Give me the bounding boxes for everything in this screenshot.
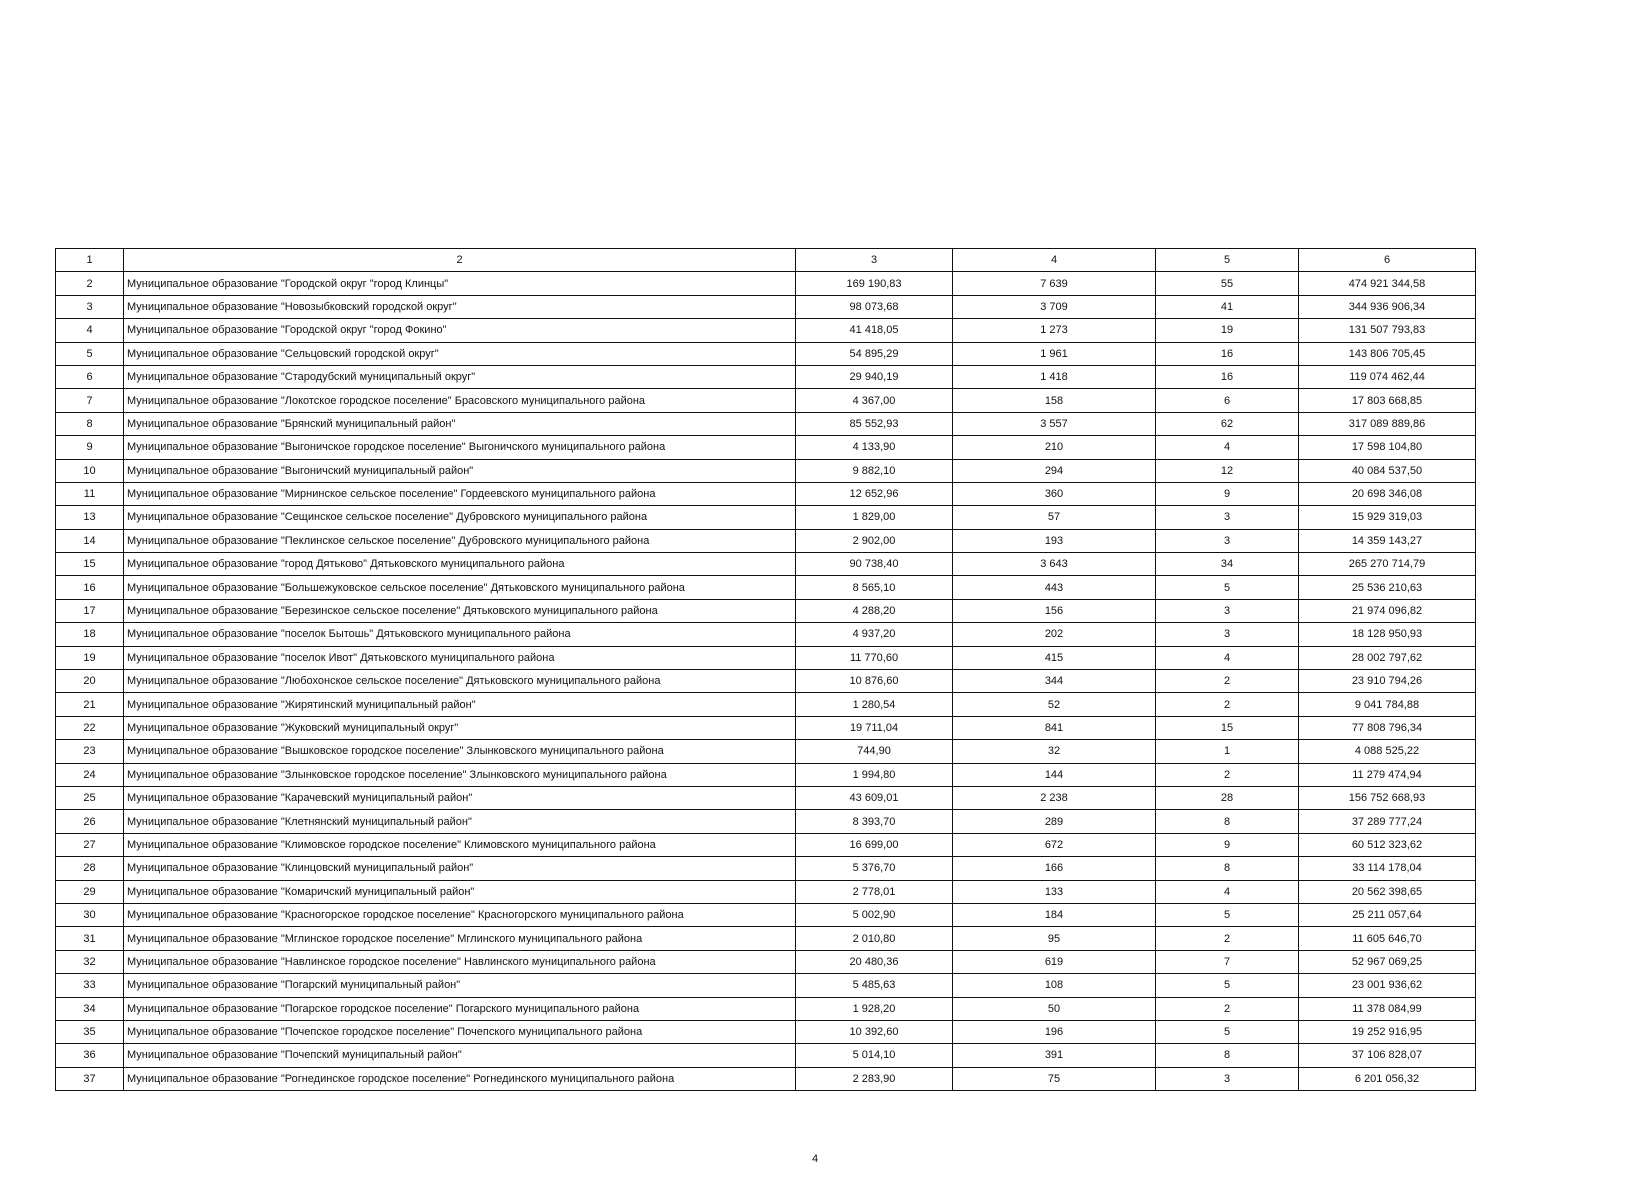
value-col3-cell: 43 609,01 (796, 786, 953, 809)
row-number-cell: 32 (56, 950, 124, 973)
row-number-cell: 18 (56, 623, 124, 646)
amount-col6-cell: 28 002 797,62 (1299, 646, 1476, 669)
column-number-cell: 6 (1299, 249, 1476, 272)
value-col3-cell: 8 565,10 (796, 576, 953, 599)
value-col4-cell: 3 709 (953, 295, 1156, 318)
table-row (56, 693, 1476, 716)
value-col5-cell: 12 (1156, 459, 1299, 482)
table-row (56, 529, 1476, 552)
table-row (56, 810, 1476, 833)
table-row (56, 436, 1476, 459)
value-col4-cell: 57 (953, 506, 1156, 529)
value-col3-cell: 98 073,68 (796, 295, 953, 318)
table-row (56, 412, 1476, 435)
value-col5-cell: 3 (1156, 1067, 1299, 1090)
value-col4-cell: 50 (953, 997, 1156, 1020)
amount-col6-cell: 11 279 474,94 (1299, 763, 1476, 786)
value-col4-cell: 619 (953, 950, 1156, 973)
municipality-name-cell: Муниципальное образование "поселок Ивот" Дятьковского муниципального района (124, 646, 796, 669)
row-number-cell: 2 (56, 272, 124, 295)
row-number-cell: 31 (56, 927, 124, 950)
table-row (56, 880, 1476, 903)
value-col3-cell: 19 711,04 (796, 716, 953, 739)
value-col3-cell: 1 829,00 (796, 506, 953, 529)
value-col4-cell: 1 418 (953, 365, 1156, 388)
value-col4-cell: 196 (953, 1020, 1156, 1043)
municipality-name-cell: Муниципальное образование "Почепский муниципальный район" (124, 1044, 796, 1067)
row-number-cell: 36 (56, 1044, 124, 1067)
row-number-cell: 8 (56, 412, 124, 435)
value-col3-cell: 5 002,90 (796, 903, 953, 926)
row-number-cell: 14 (56, 529, 124, 552)
value-col3-cell: 29 940,19 (796, 365, 953, 388)
amount-col6-cell: 17 598 104,80 (1299, 436, 1476, 459)
amount-col6-cell: 21 974 096,82 (1299, 599, 1476, 622)
data-table-container (55, 248, 1476, 1091)
table-row (56, 950, 1476, 973)
amount-col6-cell: 23 910 794,26 (1299, 670, 1476, 693)
row-number-cell: 29 (56, 880, 124, 903)
row-number-cell: 24 (56, 763, 124, 786)
municipality-name-cell: Муниципальное образование "Сельцовский городской округ" (124, 342, 796, 365)
amount-col6-cell: 25 536 210,63 (1299, 576, 1476, 599)
table-row (56, 272, 1476, 295)
value-col4-cell: 672 (953, 833, 1156, 856)
value-col4-cell: 1 273 (953, 319, 1156, 342)
row-number-cell: 22 (56, 716, 124, 739)
value-col5-cell: 9 (1156, 482, 1299, 505)
value-col4-cell: 202 (953, 623, 1156, 646)
value-col4-cell: 7 639 (953, 272, 1156, 295)
municipality-name-cell: Муниципальное образование "Городской округ "город Фокино" (124, 319, 796, 342)
value-col4-cell: 32 (953, 740, 1156, 763)
value-col3-cell: 5 014,10 (796, 1044, 953, 1067)
municipality-name-cell: Муниципальное образование "Навлинское городское поселение" Навлинского муниципального района (124, 950, 796, 973)
municipality-name-cell: Муниципальное образование "Березинское сельское поселение" Дятьковского муниципального района (124, 599, 796, 622)
value-col3-cell: 11 770,60 (796, 646, 953, 669)
table-row (56, 716, 1476, 739)
row-number-cell: 6 (56, 365, 124, 388)
value-col5-cell: 8 (1156, 810, 1299, 833)
amount-col6-cell: 60 512 323,62 (1299, 833, 1476, 856)
row-number-cell: 11 (56, 482, 124, 505)
value-col3-cell: 10 392,60 (796, 1020, 953, 1043)
table-row (56, 319, 1476, 342)
municipality-name-cell: Муниципальное образование "Любохонское сельское поселение" Дятьковского муниципального района (124, 670, 796, 693)
table-row (56, 1044, 1476, 1067)
municipality-name-cell: Муниципальное образование "Мглинское городское поселение" Мглинского муниципального района (124, 927, 796, 950)
value-col3-cell: 2 010,80 (796, 927, 953, 950)
row-number-cell: 5 (56, 342, 124, 365)
table-row (56, 623, 1476, 646)
value-col3-cell: 54 895,29 (796, 342, 953, 365)
value-col4-cell: 415 (953, 646, 1156, 669)
value-col5-cell: 2 (1156, 997, 1299, 1020)
row-number-cell: 4 (56, 319, 124, 342)
amount-col6-cell: 265 270 714,79 (1299, 553, 1476, 576)
municipality-name-cell: Муниципальное образование "Пеклинское сельское поселение" Дубровского муниципального района (124, 529, 796, 552)
amount-col6-cell: 9 041 784,88 (1299, 693, 1476, 716)
amount-col6-cell: 33 114 178,04 (1299, 857, 1476, 880)
municipality-name-cell: Муниципальное образование "Клинцовский муниципальный район" (124, 857, 796, 880)
table-row (56, 997, 1476, 1020)
row-number-cell: 21 (56, 693, 124, 716)
municipality-name-cell: Муниципальное образование "Почепское городское поселение" Почепского муниципального района (124, 1020, 796, 1043)
table-row (56, 342, 1476, 365)
municipality-name-cell: Муниципальное образование "Вышковское городское поселение" Злынковского муниципального района (124, 740, 796, 763)
amount-col6-cell: 11 378 084,99 (1299, 997, 1476, 1020)
row-number-cell: 30 (56, 903, 124, 926)
row-number-cell: 25 (56, 786, 124, 809)
row-number-cell: 13 (56, 506, 124, 529)
value-col4-cell: 156 (953, 599, 1156, 622)
table-row (56, 389, 1476, 412)
amount-col6-cell: 40 084 537,50 (1299, 459, 1476, 482)
value-col3-cell: 10 876,60 (796, 670, 953, 693)
amount-col6-cell: 344 936 906,34 (1299, 295, 1476, 318)
value-col4-cell: 3 557 (953, 412, 1156, 435)
row-number-cell: 20 (56, 670, 124, 693)
amount-col6-cell: 17 803 668,85 (1299, 389, 1476, 412)
value-col5-cell: 19 (1156, 319, 1299, 342)
table-row (56, 459, 1476, 482)
municipality-name-cell: Муниципальное образование "Рогнединское городское поселение" Рогнединского муниципального района (124, 1067, 796, 1090)
value-col4-cell: 294 (953, 459, 1156, 482)
municipality-name-cell: Муниципальное образование "Комаричский муниципальный район" (124, 880, 796, 903)
value-col3-cell: 1 994,80 (796, 763, 953, 786)
value-col4-cell: 158 (953, 389, 1156, 412)
value-col4-cell: 52 (953, 693, 1156, 716)
value-col3-cell: 2 778,01 (796, 880, 953, 903)
value-col4-cell: 841 (953, 716, 1156, 739)
municipality-name-cell: Муниципальное образование "Стародубский муниципальный округ" (124, 365, 796, 388)
municipality-name-cell: Муниципальное образование "Клетнянский муниципальный район" (124, 810, 796, 833)
value-col5-cell: 5 (1156, 1020, 1299, 1043)
value-col5-cell: 2 (1156, 670, 1299, 693)
value-col4-cell: 360 (953, 482, 1156, 505)
column-number-cell: 3 (796, 249, 953, 272)
amount-col6-cell: 131 507 793,83 (1299, 319, 1476, 342)
municipality-name-cell: Муниципальное образование "Погарский муниципальный район" (124, 974, 796, 997)
value-col3-cell: 4 937,20 (796, 623, 953, 646)
table-row (56, 763, 1476, 786)
value-col3-cell: 12 652,96 (796, 482, 953, 505)
table-row (56, 927, 1476, 950)
amount-col6-cell: 4 088 525,22 (1299, 740, 1476, 763)
table-row (56, 646, 1476, 669)
amount-col6-cell: 119 074 462,44 (1299, 365, 1476, 388)
value-col5-cell: 3 (1156, 506, 1299, 529)
value-col3-cell: 4 288,20 (796, 599, 953, 622)
table-row (56, 740, 1476, 763)
value-col5-cell: 6 (1156, 389, 1299, 412)
municipal-data-table (55, 248, 1476, 1091)
row-number-cell: 3 (56, 295, 124, 318)
value-col3-cell: 8 393,70 (796, 810, 953, 833)
value-col3-cell: 5 485,63 (796, 974, 953, 997)
table-row (56, 786, 1476, 809)
value-col5-cell: 4 (1156, 646, 1299, 669)
amount-col6-cell: 23 001 936,62 (1299, 974, 1476, 997)
amount-col6-cell: 52 967 069,25 (1299, 950, 1476, 973)
table-row (56, 857, 1476, 880)
table-row (56, 553, 1476, 576)
value-col5-cell: 2 (1156, 927, 1299, 950)
value-col4-cell: 193 (953, 529, 1156, 552)
value-col5-cell: 55 (1156, 272, 1299, 295)
table-row (56, 295, 1476, 318)
amount-col6-cell: 474 921 344,58 (1299, 272, 1476, 295)
value-col5-cell: 3 (1156, 599, 1299, 622)
row-number-cell: 37 (56, 1067, 124, 1090)
municipality-name-cell: Муниципальное образование "Погарское городское поселение" Погарского муниципального района (124, 997, 796, 1020)
amount-col6-cell: 25 211 057,64 (1299, 903, 1476, 926)
municipality-name-cell: Муниципальное образование "Мирнинское сельское поселение" Гордеевского муниципального района (124, 482, 796, 505)
value-col4-cell: 443 (953, 576, 1156, 599)
value-col5-cell: 3 (1156, 529, 1299, 552)
value-col4-cell: 3 643 (953, 553, 1156, 576)
value-col3-cell: 4 133,90 (796, 436, 953, 459)
row-number-cell: 17 (56, 599, 124, 622)
row-number-cell: 34 (56, 997, 124, 1020)
municipality-name-cell: Муниципальное образование "Большежуковское сельское поселение" Дятьковского муниципального района (124, 576, 796, 599)
amount-col6-cell: 14 359 143,27 (1299, 529, 1476, 552)
municipality-name-cell: Муниципальное образование "Городской округ "город Клинцы" (124, 272, 796, 295)
table-row (56, 1020, 1476, 1043)
value-col5-cell: 34 (1156, 553, 1299, 576)
value-col5-cell: 1 (1156, 740, 1299, 763)
table-row (56, 599, 1476, 622)
value-col5-cell: 9 (1156, 833, 1299, 856)
table-row (56, 365, 1476, 388)
value-col3-cell: 41 418,05 (796, 319, 953, 342)
row-number-cell: 33 (56, 974, 124, 997)
municipality-name-cell: Муниципальное образование "Выгоничский муниципальный район" (124, 459, 796, 482)
municipality-name-cell: Муниципальное образование "Красногорское городское поселение" Красногорского муниципального района (124, 903, 796, 926)
row-number-cell: 10 (56, 459, 124, 482)
amount-col6-cell: 37 106 828,07 (1299, 1044, 1476, 1067)
amount-col6-cell: 18 128 950,93 (1299, 623, 1476, 646)
value-col4-cell: 166 (953, 857, 1156, 880)
column-number-cell: 2 (124, 249, 796, 272)
row-number-cell: 9 (56, 436, 124, 459)
municipality-name-cell: Муниципальное образование "Жирятинский муниципальный район" (124, 693, 796, 716)
value-col5-cell: 5 (1156, 576, 1299, 599)
value-col5-cell: 16 (1156, 365, 1299, 388)
value-col5-cell: 41 (1156, 295, 1299, 318)
value-col3-cell: 5 376,70 (796, 857, 953, 880)
column-number-cell: 1 (56, 249, 124, 272)
row-number-cell: 16 (56, 576, 124, 599)
amount-col6-cell: 11 605 646,70 (1299, 927, 1476, 950)
value-col5-cell: 2 (1156, 763, 1299, 786)
amount-col6-cell: 143 806 705,45 (1299, 342, 1476, 365)
municipality-name-cell: Муниципальное образование "поселок Бытошь" Дятьковского муниципального района (124, 623, 796, 646)
value-col5-cell: 16 (1156, 342, 1299, 365)
municipality-name-cell: Муниципальное образование "Жуковский муниципальный округ" (124, 716, 796, 739)
value-col4-cell: 344 (953, 670, 1156, 693)
value-col5-cell: 4 (1156, 880, 1299, 903)
value-col3-cell: 2 902,00 (796, 529, 953, 552)
table-row (56, 576, 1476, 599)
value-col5-cell: 2 (1156, 693, 1299, 716)
value-col5-cell: 7 (1156, 950, 1299, 973)
amount-col6-cell: 156 752 668,93 (1299, 786, 1476, 809)
amount-col6-cell: 20 698 346,08 (1299, 482, 1476, 505)
column-number-cell: 5 (1156, 249, 1299, 272)
value-col3-cell: 16 699,00 (796, 833, 953, 856)
page-number: 4 (811, 1153, 819, 1165)
column-number-cell: 4 (953, 249, 1156, 272)
value-col5-cell: 8 (1156, 857, 1299, 880)
value-col5-cell: 28 (1156, 786, 1299, 809)
row-number-cell: 35 (56, 1020, 124, 1043)
amount-col6-cell: 19 252 916,95 (1299, 1020, 1476, 1043)
value-col4-cell: 184 (953, 903, 1156, 926)
municipality-name-cell: Муниципальное образование "Новозыбковский городской округ" (124, 295, 796, 318)
value-col5-cell: 62 (1156, 412, 1299, 435)
row-number-cell: 28 (56, 857, 124, 880)
value-col4-cell: 1 961 (953, 342, 1156, 365)
municipality-name-cell: Муниципальное образование "Локотское городское поселение" Брасовского муниципального района (124, 389, 796, 412)
amount-col6-cell: 6 201 056,32 (1299, 1067, 1476, 1090)
row-number-cell: 7 (56, 389, 124, 412)
value-col3-cell: 169 190,83 (796, 272, 953, 295)
municipality-name-cell: Муниципальное образование "Карачевский муниципальный район" (124, 786, 796, 809)
value-col3-cell: 20 480,36 (796, 950, 953, 973)
value-col4-cell: 2 238 (953, 786, 1156, 809)
table-row (56, 903, 1476, 926)
value-col4-cell: 210 (953, 436, 1156, 459)
row-number-cell: 23 (56, 740, 124, 763)
table-row (56, 670, 1476, 693)
value-col4-cell: 144 (953, 763, 1156, 786)
municipality-name-cell: Муниципальное образование "Сещинское сельское поселение" Дубровского муниципального района (124, 506, 796, 529)
amount-col6-cell: 15 929 319,03 (1299, 506, 1476, 529)
value-col5-cell: 8 (1156, 1044, 1299, 1067)
value-col4-cell: 75 (953, 1067, 1156, 1090)
value-col4-cell: 133 (953, 880, 1156, 903)
amount-col6-cell: 20 562 398,65 (1299, 880, 1476, 903)
municipality-name-cell: Муниципальное образование "Климовское городское поселение" Климовского муниципального района (124, 833, 796, 856)
table-row (56, 506, 1476, 529)
value-col4-cell: 108 (953, 974, 1156, 997)
municipality-name-cell: Муниципальное образование "Выгоничское городское поселение" Выгоничского муниципального района (124, 436, 796, 459)
value-col4-cell: 289 (953, 810, 1156, 833)
value-col4-cell: 391 (953, 1044, 1156, 1067)
row-number-cell: 26 (56, 810, 124, 833)
value-col5-cell: 15 (1156, 716, 1299, 739)
amount-col6-cell: 37 289 777,24 (1299, 810, 1476, 833)
row-number-cell: 15 (56, 553, 124, 576)
value-col3-cell: 1 280,54 (796, 693, 953, 716)
value-col5-cell: 5 (1156, 974, 1299, 997)
value-col3-cell: 4 367,00 (796, 389, 953, 412)
value-col3-cell: 2 283,90 (796, 1067, 953, 1090)
row-number-cell: 19 (56, 646, 124, 669)
value-col3-cell: 90 738,40 (796, 553, 953, 576)
municipality-name-cell: Муниципальное образование "Злынковское городское поселение" Злынковского муниципального района (124, 763, 796, 786)
value-col3-cell: 1 928,20 (796, 997, 953, 1020)
table-row (56, 833, 1476, 856)
value-col5-cell: 4 (1156, 436, 1299, 459)
municipality-name-cell: Муниципальное образование "Брянский муниципальный район" (124, 412, 796, 435)
municipality-name-cell: Муниципальное образование "город Дятьково" Дятьковского муниципального района (124, 553, 796, 576)
value-col4-cell: 95 (953, 927, 1156, 950)
row-number-cell: 27 (56, 833, 124, 856)
amount-col6-cell: 317 089 889,86 (1299, 412, 1476, 435)
value-col3-cell: 9 882,10 (796, 459, 953, 482)
table-row (56, 974, 1476, 997)
table-row (56, 1067, 1476, 1090)
value-col5-cell: 5 (1156, 903, 1299, 926)
value-col3-cell: 85 552,93 (796, 412, 953, 435)
value-col3-cell: 744,90 (796, 740, 953, 763)
table-row (56, 482, 1476, 505)
column-number-row (56, 249, 1476, 272)
amount-col6-cell: 77 808 796,34 (1299, 716, 1476, 739)
value-col5-cell: 3 (1156, 623, 1299, 646)
